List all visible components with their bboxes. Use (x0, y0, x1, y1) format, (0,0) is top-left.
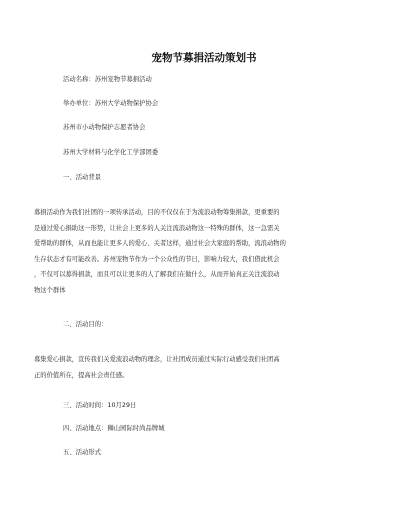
paragraph-line: 募集爱心捐款，宣传我们关爱流浪动物的理念，让社团成员通过实际行动感受我们社团高 (34, 356, 280, 363)
purpose-paragraph (34, 352, 378, 383)
background-paragraph (34, 205, 378, 299)
section-location: 四、活动地点：狮山园际时尚品牌城 (63, 425, 165, 432)
paragraph-line: 募捐活动作为我们社团的一项传承活动，目的不仅仅在于为流浪动物筹集捐款，更重要的 (34, 209, 280, 216)
section-format: 五、活动形式 (63, 449, 102, 456)
paragraph-line: 生存状态才有可能改善。苏州宠物节作为一个公众性的节日，影响力较大，我们借此机会 (34, 255, 280, 263)
document-title: 宠物节募捐活动策划书 (151, 52, 257, 64)
paragraph-line: 爱帮助的群体，从而也能让更多人的爱心、关者这样，通过社会大家庭的帮助，流浪动物的 (34, 240, 286, 248)
host-organization: 举办单位：苏州大学动物保护协会 (63, 100, 159, 107)
section-heading-purpose: 二、活动目的： (63, 321, 108, 328)
section-heading-background: 一、活动背景 (63, 174, 102, 181)
paragraph-line: 物这个群体 (34, 286, 66, 294)
co-organization-1: 苏州市小动物保护志愿者协会 (63, 124, 146, 131)
paragraph-line: ，不仅可以募得捐款，而且可以让更多的人了解我们在做什么，从而开始真正关注流浪动 (34, 271, 280, 279)
section-time: 三、活动时间：10月29日 (63, 402, 137, 409)
co-organization-2: 苏州大学材料与化学化工学部团委 (63, 149, 159, 156)
paragraph-line: 正的价值所在，提高社会责任感。 (34, 371, 129, 379)
paragraph-line: 是通过爱心捐助这一形势，让社会上更多的人关注流浪动物这一特殊的群体，这一急需关 (34, 224, 280, 232)
activity-name: 活动名称：苏州宠物节募捐活动 (63, 76, 152, 83)
